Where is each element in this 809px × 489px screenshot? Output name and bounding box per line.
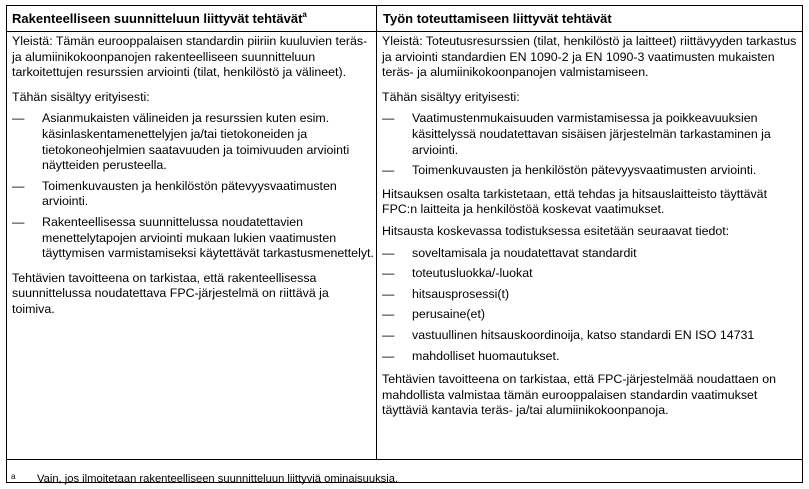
list-item-text: Rakenteellisessa suunnittelussa noudatettavien menettelytapojen arviointi mukaan lukien vaatimusten täyttymisen varmistamiseksi käytettävät tarkastusmenettelyt. [42, 214, 374, 261]
standard-table [6, 5, 803, 483]
footnote-mark: a [11, 472, 16, 481]
list-item [382, 246, 800, 262]
dash-marker: — [382, 307, 395, 322]
right-conclusion: Tehtävien tavoitteena on tarkistaa, että FPC-järjestelmää noudattaen on mahdollista valmistaa tämän eurooppalaisen standardin vaatimukset täyttäviä kantavia teräs- ja/tai alumiinikokoonpanoja. [382, 372, 776, 418]
right-intro: Yleistä: Toteutusresurssien (tilat, henkilöstö ja laitteet) riittävyyden tarkastus ja arviointi standardien EN 1090-2 ja EN 1090-3 vaatimusten mukaisten teräs- ja alumiinikokoonpanojen valmistamiseen. [382, 34, 797, 80]
left-header-text: Rakenteelliseen suunnitteluun liittyvät tehtävät [12, 11, 303, 26]
left-task-list [12, 111, 374, 261]
list-item [12, 111, 374, 173]
list-item-text: Toimenkuvausten ja henkilöstön pätevyysvaatimusten arviointi. [42, 178, 337, 209]
dash-marker: — [382, 348, 395, 363]
list-item [12, 215, 374, 262]
left-intro: Yleistä: Tämän eurooppalaisen standardin piiriin kuuluvien teräs- ja alumiinikokoonpanojen rakenteelliseen suunnitteluun tarkoitettujen resurssien arviointi (tilat, henkilöstö ja välineet). [12, 34, 368, 80]
footnote-divider [7, 459, 802, 460]
footnote-reference: a [302, 10, 307, 19]
list-item-text: mahdolliset huomautukset. [412, 348, 560, 363]
list-item-text: toteutusluokka/-luokat [412, 266, 533, 281]
right-includes-label: Tähän sisältyy erityisesti: [382, 89, 520, 104]
left-includes-label: Tähän sisältyy erityisesti: [12, 89, 150, 104]
list-item-text: hitsausprosessi(t) [412, 286, 510, 301]
header-divider [7, 31, 802, 32]
footnote [11, 470, 398, 486]
list-item [382, 328, 800, 344]
right-column-body [382, 34, 800, 425]
column-divider [376, 6, 377, 459]
left-column-header [7, 6, 377, 31]
list-item [382, 287, 800, 303]
list-item [382, 111, 800, 158]
list-item-text: Asianmukaisten välineiden ja resurssien kuten esim. käsinlaskentamenettelyjen ja/tai tietokoneiden ja tietokoneohjelmien saatavuuden ja toimivuuden arviointi näytteiden perusteella. [42, 111, 350, 173]
list-item [382, 266, 800, 282]
list-item-text: vastuullinen hitsauskoordinoija, katso standardi EN ISO 14731 [412, 327, 755, 342]
list-item-text: Toimenkuvausten ja henkilöstön pätevyysvaatimusten arviointi. [412, 163, 757, 178]
list-item-text: soveltamisala ja noudatettavat standardit [412, 245, 637, 260]
dash-marker: — [382, 266, 395, 281]
list-item-text: perusaine(et) [412, 307, 486, 322]
footnote-text: Vain, jos ilmoitetaan rakenteelliseen suunnitteluun liittyviä ominaisuuksia. [37, 473, 399, 485]
dash-marker: — [382, 286, 395, 301]
dash-marker: — [382, 327, 395, 342]
dash-marker: — [12, 178, 25, 193]
dash-marker: — [382, 245, 395, 260]
welding-check-text: Hitsauksen osalta tarkistetaan, että tehdas ja hitsauslaitteisto täyttävät FPC:n laitteita ja henkilöstöä koskevat vaatimukset. [382, 186, 768, 217]
list-item [382, 163, 800, 179]
list-item-text: Vaatimustenmukaisuuden varmistamisessa ja poikkeavuuksien käsittelyssä noudatettavan sisäisen järjestelmän tarkastaminen ja arviointi. [412, 111, 771, 157]
right-column-header: Työn toteuttamiseen liittyvät tehtävät [383, 11, 612, 26]
left-column-body [12, 34, 374, 324]
list-item [382, 307, 800, 323]
right-task-list [382, 111, 800, 178]
certificate-intro: Hitsausta koskevassa todistuksessa esitetään seuraavat tiedot: [382, 223, 730, 238]
left-conclusion: Tehtävien tavoitteena on tarkistaa, että rakenteellisessa suunnittelussa noudatettava FPC-järjestelmä on riittävä ja toimiva. [12, 270, 329, 316]
certificate-list [382, 246, 800, 365]
list-item [12, 179, 374, 210]
dash-marker: — [12, 214, 25, 229]
dash-marker: — [382, 111, 395, 126]
list-item [382, 349, 800, 365]
dash-marker: — [382, 163, 395, 178]
dash-marker: — [12, 111, 25, 126]
